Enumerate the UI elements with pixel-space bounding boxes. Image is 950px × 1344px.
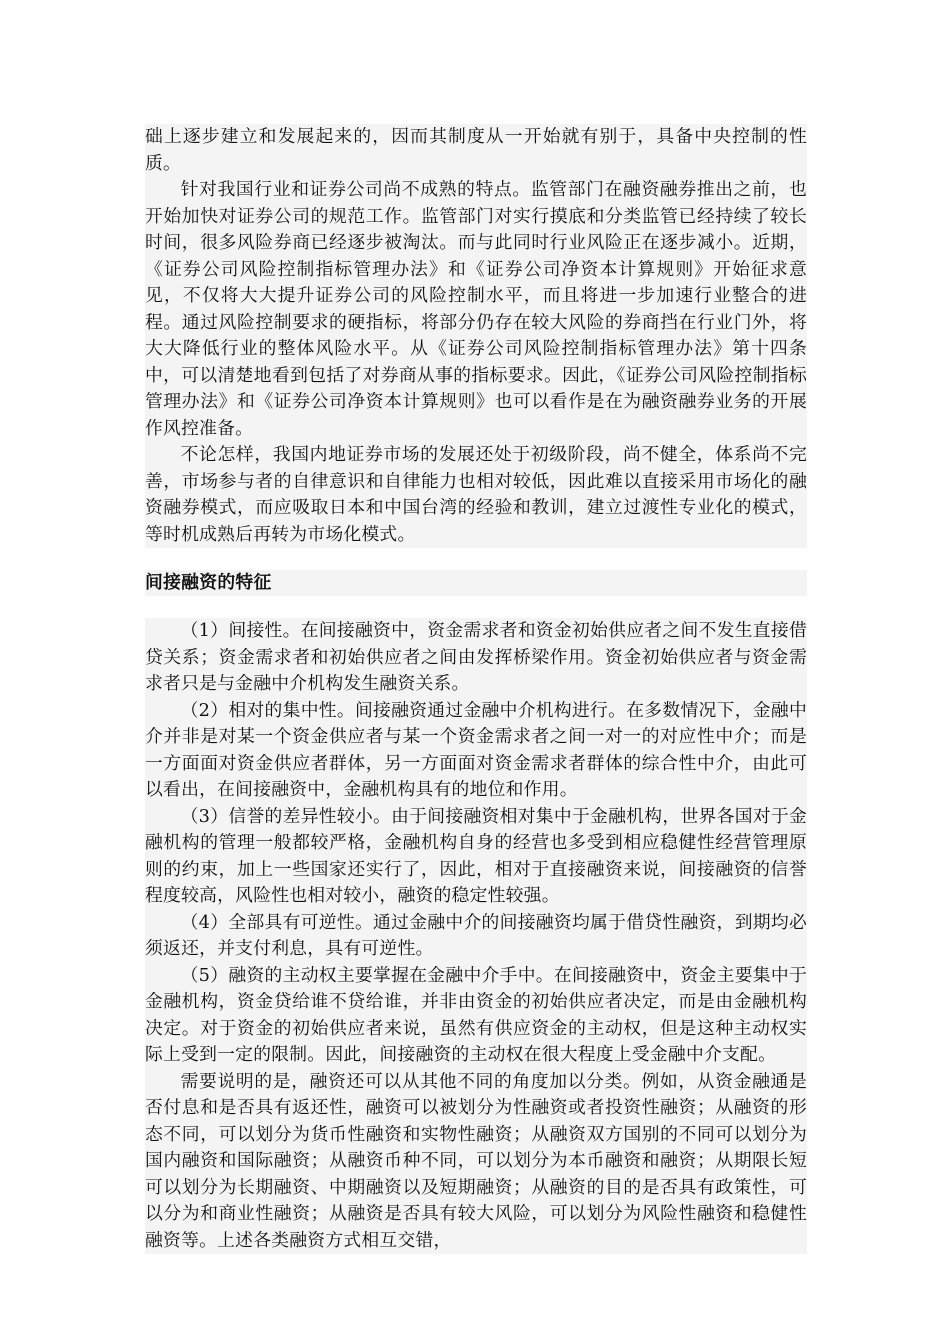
- paragraph-feature-2: （2）相对的集中性。间接融资通过金融中介机构进行。在多数情况下，金融中介并非是对某一个资金供应者与某一个资金需求者之间一对一的对应性中介；而是一方面面对资金供应者群体，另一方面面对资金需求者群体的综合性中介，由此可以看出，在间接融资中，金融机构具有的地位和作用。: [145, 699, 807, 800]
- paragraph-classification: 需要说明的是，融资还可以从其他不同的角度加以分类。例如，从资金融通是否付息和是否具有返还性，融资可以被划分为性融资或者投资性融资；从融资的形态不同，可以划分为货币性融资和实物性融资；从融资双方国别的不同可以划分为国内融资和国际融资；从融资币种不同，可以划分为本币融资和融资；从期限长短可以划分为长期融资、中期融资以及短期融资；从融资的目的是否具有政策性，可以分为和商业性融资；从融资是否具有较大风险，可以划分为风险性融资和稳健性融资等。上述各类融资方式相互交错，: [145, 1070, 807, 1251]
- section-heading: 间接融资的特征: [145, 570, 807, 596]
- paragraph-feature-5: （5）融资的主动权主要掌握在金融中介手中。在间接融资中，资金主要集中于金融机构，资金贷给谁不贷给谁，并非由资金的初始供应者决定，而是由金融机构决定。对于资金的初始供应者来说，虽然有供应资金的主动权，但是这种主动权实际上受到一定的限制。因此，间接融资的主动权在很大程度上受金融中介支配。: [145, 964, 807, 1065]
- paragraph-feature-3: （3）信誉的差异性较小。由于间接融资相对集中于金融机构，世界各国对于金融机构的管理一般都较严格，金融机构自身的经营也多受到相应稳健性经营管理原则的约束，加上一些国家还实行了，因此，相对于直接融资来说，间接融资的信誉程度较高，风险性也相对较小，融资的稳定性较强。: [145, 805, 807, 906]
- section-securities-regulation: [145, 124, 807, 548]
- paragraph-transition-model: 不论怎样，我国内地证券市场的发展还处于初级阶段，尚不健全，体系尚不完善，市场参与者的自律意识和自律能力也相对较低，因此难以直接采用市场化的融资融券模式，而应吸取日本和中国台湾的经验和教训，建立过渡性专业化的模式，等时机成熟后再转为市场化模式。: [145, 444, 807, 545]
- paragraph-feature-4: （4）全部具有可逆性。通过金融中介的间接融资均属于借贷性融资，到期均必须返还，并支付利息，具有可逆性。: [145, 911, 807, 959]
- document-body: [145, 124, 807, 1254]
- paragraph-continued: 础上逐步建立和发展起来的，因而其制度从一开始就有别于，具备中央控制的性质。: [145, 126, 807, 174]
- paragraph-feature-1: （1）间接性。在间接融资中，资金需求者和资金初始供应者之间不发生直接借贷关系；资金需求者和初始供应者之间由发挥桥梁作用。资金初始供应者与资金需求者只是与金融中介机构发生融资关系。: [145, 620, 807, 694]
- section-indirect-financing: [145, 618, 807, 1254]
- paragraph-regulation: 针对我国行业和证券公司尚不成熟的特点。监管部门在融资融券推出之前，也开始加快对证券公司的规范工作。监管部门对实行摸底和分类监管已经持续了较长时间，很多风险券商已经逐步被淘汰。而与此同时行业风险正在逐步减小。近期，《证券公司风险控制指标管理办法》和《证券公司净资本计算规则》开始征求意见，不仅将大大提升证券公司的风险控制水平，而且将进一步加速行业整合的进程。通过风险控制要求的硬指标，将部分仍存在较大风险的券商挡在行业门外，将大大降低行业的整体风险水平。从《证券公司风险控制指标管理办法》第十四条中，可以清楚地看到包括了对券商从事的指标要求。因此，《证券公司风险控制指标管理办法》和《证券公司净资本计算规则》也可以看作是在为融资融券业务的开展作风控准备。: [145, 179, 807, 439]
